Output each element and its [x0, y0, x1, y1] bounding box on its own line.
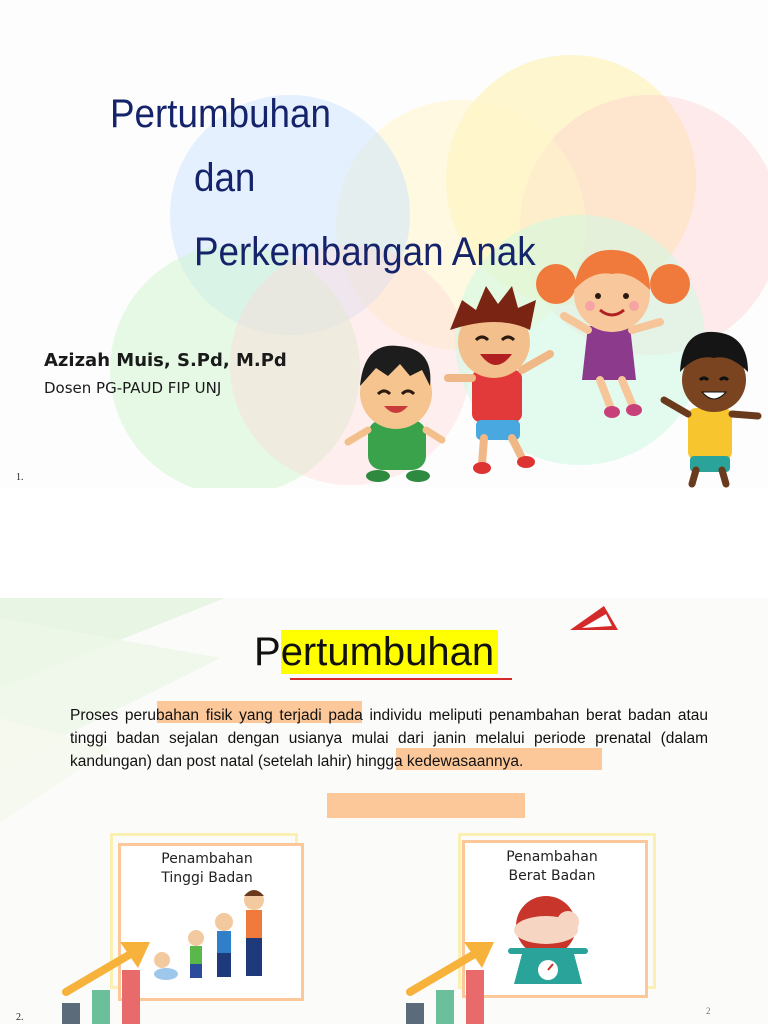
author-role: Dosen PG-PAUD FIP UNJ [44, 379, 222, 397]
left-bar-1 [62, 1003, 80, 1024]
growth-kids-icon [150, 888, 276, 988]
author-name: Azizah Muis, S.Pd, M.Pd [44, 350, 287, 371]
section-title-highlight: ertumbuhan [281, 630, 498, 674]
slide-label-1: 1. [16, 472, 24, 483]
title-line-3: Perkembangan Anak [194, 230, 536, 274]
peach-bar [327, 793, 525, 818]
card-height-label-line1: Penambahan [161, 851, 253, 867]
kid-girl-icon [536, 250, 690, 418]
definition-paragraph: Proses perubahan fisik yang terjadi pada individu meliputi penambahan berat badan atau tinggi badan sejalan dengan usianya mulai dari janin melalui periode prenatal (dalam kandungan) dan post natal (setelah lahir) hingga kedewasaannya. [70, 707, 708, 770]
kid-sitting-icon [348, 346, 442, 482]
kid-jumping-icon [448, 286, 550, 474]
kids-illustration [330, 230, 768, 488]
card-height-label-line2: Tinggi Badan [161, 870, 253, 886]
baby-scale-icon [500, 896, 600, 988]
title-line-1: Pertumbuhan [110, 92, 331, 136]
red-arrow-icon [568, 604, 620, 632]
title-line-2: dan [194, 156, 256, 200]
slide-label-2: 2. [16, 1012, 24, 1023]
left-arrow-icon [62, 938, 152, 998]
slide-gap [0, 488, 768, 598]
section-title-initial: P [254, 630, 281, 674]
card-weight-label-line1: Penambahan [506, 849, 598, 865]
card-weight-label-line2: Berat Badan [508, 868, 596, 884]
right-arrow-icon [406, 938, 496, 998]
page-number: 2 [706, 1006, 711, 1016]
right-bar-1 [406, 1003, 424, 1024]
kid-yellow-shirt-icon [664, 332, 758, 484]
content-slide [0, 598, 768, 1024]
section-title [254, 630, 498, 675]
title-underline [290, 678, 512, 680]
title-slide [0, 0, 768, 488]
card-weight-label [468, 848, 636, 886]
card-height-label [124, 850, 290, 888]
